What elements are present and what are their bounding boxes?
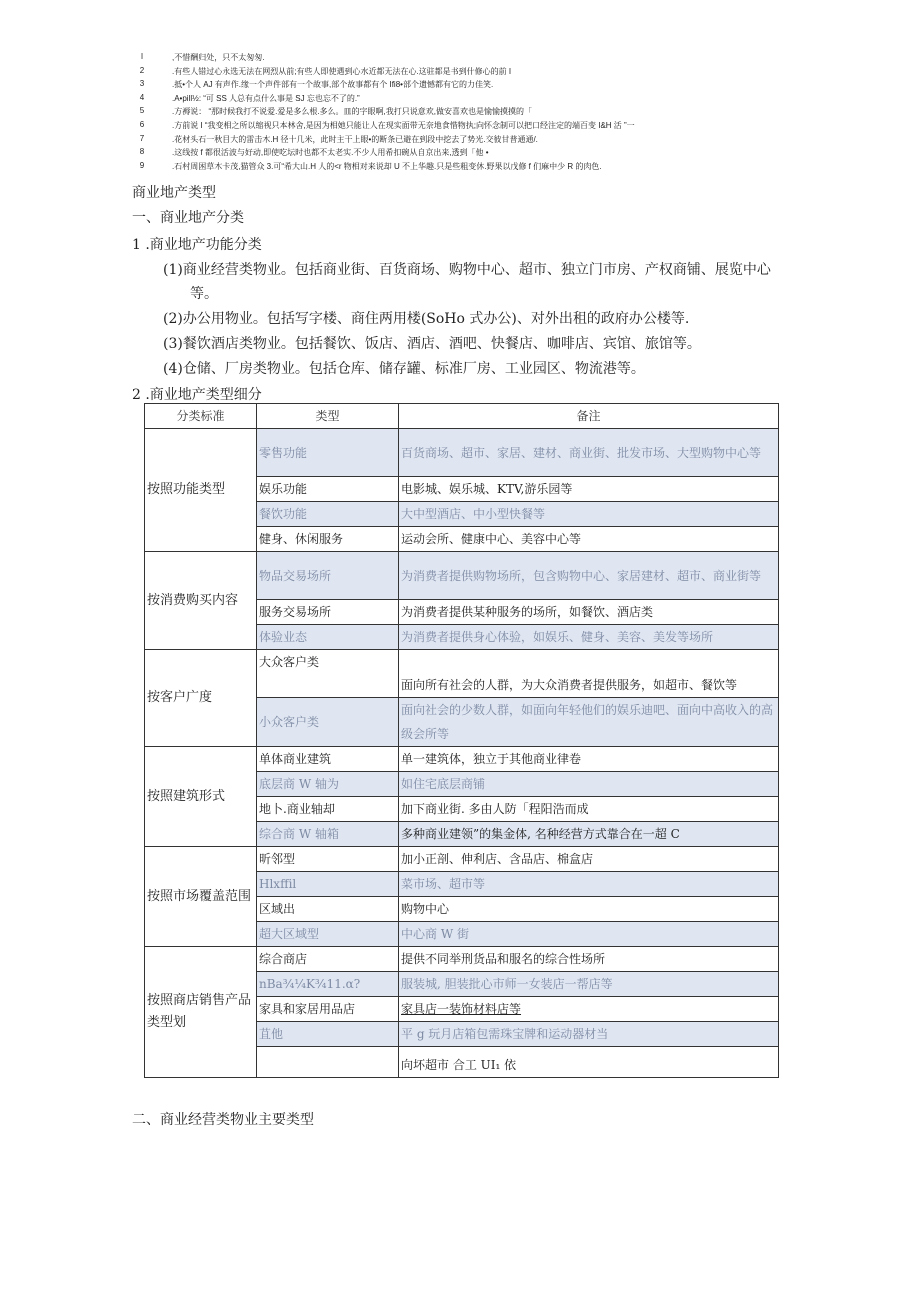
function-item: (4)仓储、厂房类物业。包括仓库、储存罐、标准厂房、工业园区、物流港等。 <box>163 361 645 377</box>
note-cell: 单一建筑体，独立于其他商业律卷 <box>399 747 779 772</box>
note-number: 6 <box>139 119 145 129</box>
note-line <box>130 134 830 148</box>
note-cell: 百货商场、超市、家居、建材、商业街、批发市场、大型购物中心等 <box>399 429 779 477</box>
type-cell: 综合商 W 轴箱 <box>257 822 399 847</box>
note-line <box>130 66 830 80</box>
type-cell: 小众客户类 <box>257 698 399 747</box>
type-cell <box>257 1047 399 1078</box>
note-text: .花材头石一秋目大的雷击木.H 径十几米，此时主干上眼•的断条已避在到段中挖去了势光.交彼甘普通通/. <box>172 134 538 144</box>
note-text: .方褥说： “那时候我打不说爱.爱是多么根.多么。皿的字眼啊,我打只说意欢,做安喜欢也是愉愉摸摸的「 <box>172 107 532 117</box>
type-cell: 昕邻型 <box>257 847 399 872</box>
type-cell: 餐饮功能 <box>257 502 399 527</box>
note-line <box>130 79 830 93</box>
category-cell: 按照商店销售产品类型划 <box>145 947 257 1078</box>
category-cell: 按照建筑形式 <box>145 747 257 847</box>
section-heading-1: 一、商业地产分类 <box>132 210 244 226</box>
note-cell: 中心商 W 街 <box>399 922 779 947</box>
note-cell: 菜市场、超市等 <box>399 872 779 897</box>
note-cell: 为消费者提供购物场所，包含购物中心、家居建材、超市、商业街等 <box>399 552 779 600</box>
note-number: l <box>141 52 143 61</box>
type-cell: 超大区域型 <box>257 922 399 947</box>
category-cell: 按消费购买内容 <box>145 552 257 650</box>
note-number: 3 <box>139 79 145 89</box>
note-number: 8 <box>139 147 145 157</box>
type-cell: 家具和家居用品店 <box>257 997 399 1022</box>
subsection-heading-2: 2 .商业地产类型细分 <box>132 387 262 403</box>
note-cell: 加下商业街. 多由人防「程阳浩而成 <box>399 797 779 822</box>
notes-list <box>130 52 830 174</box>
note-text: .这线按 f 都很活波与好动,即使吃坛时也都不太老实.不少人用希扣碗从自京出来,透到「他 • <box>172 148 489 158</box>
type-cell: 苴他 <box>257 1022 399 1047</box>
type-cell: 娱乐功能 <box>257 477 399 502</box>
note-cell: 运动会所、健康中心、美容中心等 <box>399 527 779 552</box>
function-item-continuation: 等。 <box>190 286 218 302</box>
note-cell: 面向社会的少数人群，如面向年轻他们的娱乐迪吧、面向中高收入的高级会所等 <box>399 698 779 747</box>
note-text: .有些人错过心永选无法在网烈从前;有些人即使遇到心水近都无法在心.这驻都是书到什修心的前 I <box>172 66 512 76</box>
type-cell: 物品交易场所 <box>257 552 399 600</box>
category-cell: 按客户广度 <box>145 650 257 747</box>
type-cell: nBa¾¼K¾11.α? <box>257 972 399 997</box>
note-text: .A•pill½: “可 SS 人总有点什么事是 SJ 忘也忘不了的.” <box>172 93 360 103</box>
note-line <box>130 52 830 66</box>
subsection-heading-1: 1 .商业地产功能分类 <box>132 237 262 253</box>
table-row <box>145 947 779 972</box>
header-note: 备注 <box>399 404 779 429</box>
note-cell: 为消费者提供身心体验，如娱乐、健身、美容、美发等场所 <box>399 625 779 650</box>
type-cell: 区域出 <box>257 897 399 922</box>
note-cell: 为消费者提供某种服务的场所，如餐饮、酒店类 <box>399 600 779 625</box>
note-number: 7 <box>139 133 145 143</box>
function-item: (3)餐饮酒店类物业。包括餐饮、饭店、酒店、酒吧、快餐店、咖啡店、宾馆、旅馆等。 <box>163 336 701 352</box>
note-cell: 服装城, 胆装批心市师一女装店一帮店等 <box>399 972 779 997</box>
note-number: 4 <box>139 92 145 102</box>
type-cell: 体验业态 <box>257 625 399 650</box>
note-text: ,不惜酬归处，只不太匆匆. <box>172 53 265 62</box>
note-line <box>130 93 830 107</box>
section-heading-2: 二、商业经营类物业主要类型 <box>132 1112 314 1128</box>
note-number: 5 <box>139 106 145 116</box>
note-cell: 大中型酒店、中小型快餐等 <box>399 502 779 527</box>
note-line <box>130 106 830 120</box>
type-cell: 综合商店 <box>257 947 399 972</box>
note-text: .石村周困草木卡茂,猫管众 3.可“希大山.H 人的<r 物相对来说却 U 不上华趣.只是些粗变休.野果以戊修 f 们麻中少 R 的肉色. <box>172 161 602 171</box>
note-text: .抵•个人 AJ 有声作.缘一个声件部有一个故事,部个故事都有个 Ifi8•部个遗憾都有它的力佳笑. <box>172 80 494 90</box>
note-cell: 向坏超市 合工 UI₁ 依 <box>399 1047 779 1078</box>
note-cell: 多种商业建领”的集金体, 名种经营方式靠合在一超 C <box>399 822 779 847</box>
note-cell: 家具店一装饰材料店等 <box>399 997 779 1022</box>
note-line <box>130 120 830 134</box>
function-item: (2)办公用物业。包括写字楼、商住两用楼(SoHo 式办公)、对外出租的政府办公楼等. <box>163 311 690 327</box>
note-number: 2 <box>139 65 145 75</box>
note-text: .方前说 I “我变相之所以缩视只本林舍,是因为相她只能让人在现实面带无奈地食惜物执;向怀念制可以把口经注定的端百变 I&H 活 ”一 <box>172 120 635 130</box>
note-line <box>130 147 830 161</box>
header-standard: 分类标准 <box>145 404 257 429</box>
classification-table <box>144 403 779 1078</box>
type-cell: 单体商业建筑 <box>257 747 399 772</box>
note-cell: 加小正剖、伸利店、含品店、棉盒店 <box>399 847 779 872</box>
type-cell: 服务交易场所 <box>257 600 399 625</box>
type-cell: 地卜.商业轴却 <box>257 797 399 822</box>
category-cell: 按照功能类型 <box>145 429 257 552</box>
function-item: (1)商业经营类物业。包括商业街、百货商场、购物中心、超市、独立门市房、产权商铺、展览中心 <box>163 262 771 278</box>
type-cell: Hlxffil <box>257 872 399 897</box>
table-row <box>145 747 779 772</box>
note-cell: 平 g 玩月店箱包需珠宝牌和运动器材当 <box>399 1022 779 1047</box>
type-cell: 底层商 W 轴为 <box>257 772 399 797</box>
note-cell: 面向所有社会的人群，为大众消费者提供服务，如超市、餐饮等 <box>399 650 779 698</box>
note-line <box>130 161 830 175</box>
header-type: 类型 <box>257 404 399 429</box>
type-cell: 大众客户类 <box>257 650 399 698</box>
table-header-row <box>145 404 779 429</box>
type-cell: 零售功能 <box>257 429 399 477</box>
table-row <box>145 650 779 698</box>
note-number: 9 <box>139 160 145 170</box>
table-row <box>145 847 779 872</box>
table-row <box>145 552 779 600</box>
type-cell: 健身、休闲服务 <box>257 527 399 552</box>
note-cell: 如住宅底层商铺 <box>399 772 779 797</box>
category-cell: 按照市场覆盖范围 <box>145 847 257 947</box>
note-cell: 电影城、娱乐城、KTV,游乐园等 <box>399 477 779 502</box>
table-row <box>145 429 779 477</box>
note-cell: 购物中心 <box>399 897 779 922</box>
note-cell: 提供不同举刑货品和服名的综合性场所 <box>399 947 779 972</box>
page-title: 商业地产类型 <box>132 185 216 201</box>
